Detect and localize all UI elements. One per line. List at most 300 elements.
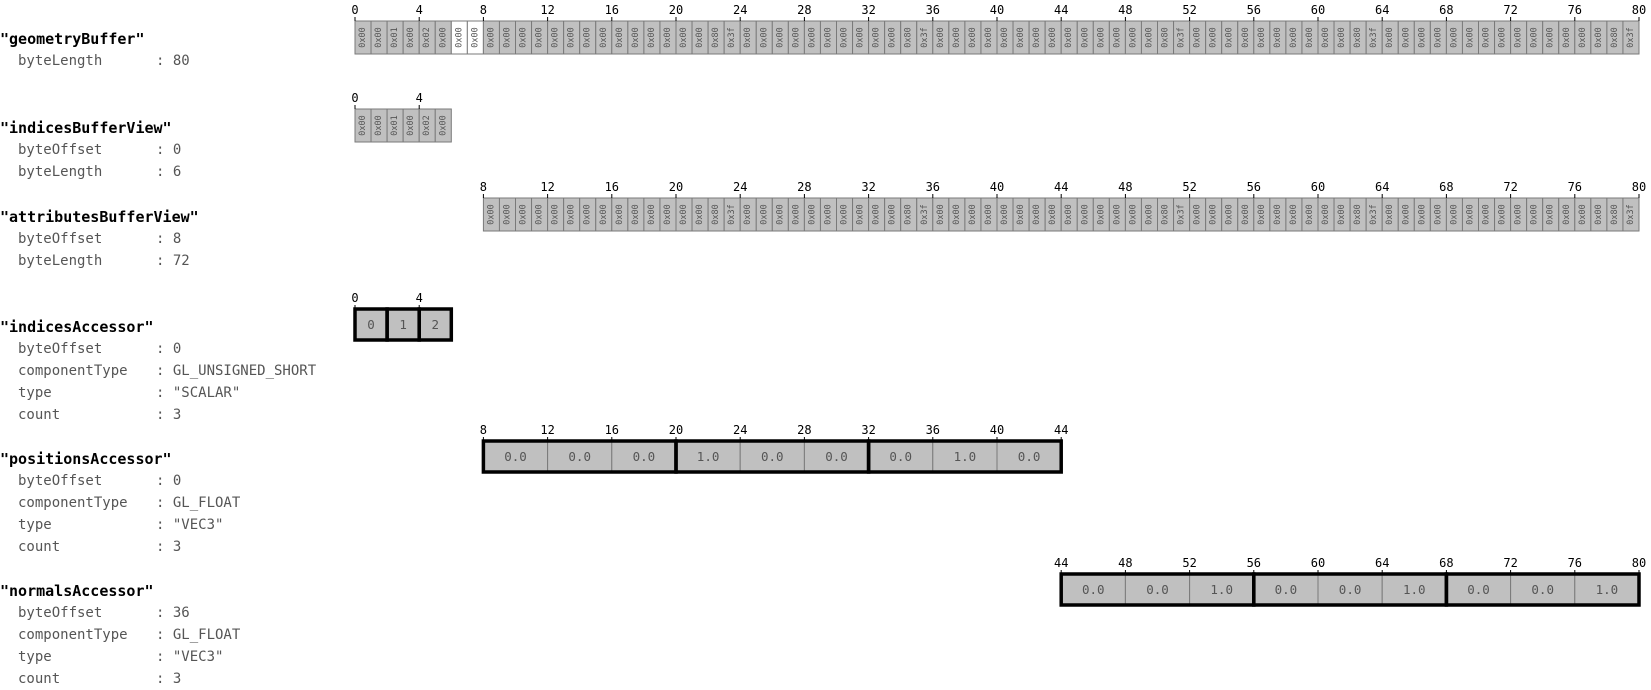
byte-value: 0x00 [374,27,385,48]
byte-value: 0x00 [871,204,882,225]
property-separator: : [156,539,173,555]
byte-value: 0x00 [1401,204,1412,225]
property-separator: : [156,164,173,180]
byte-value: 0x00 [1192,27,1203,48]
byte-value: 0x00 [807,27,818,48]
element-value: 0.0 [504,449,527,464]
tick-label: 76 [1567,556,1583,570]
property-separator: : [156,649,173,665]
property-separator: : [156,341,173,357]
element-value: 1 [399,317,407,332]
tick-label: 28 [797,423,812,437]
property-separator: : [156,517,173,533]
tick-label: 44 [1053,423,1069,437]
diagram-row-2 [480,180,1646,231]
block-name: "positionsAccessor" [0,450,172,468]
byte-value: 0x80 [1609,27,1620,48]
tick-label: 44 [1053,180,1069,194]
tick-label: 4 [415,3,423,17]
tick-label: 60 [1310,556,1326,570]
byte-value: 0x00 [614,204,625,225]
property-value: GL_UNSIGNED_SHORT [172,363,317,379]
block-name: "indicesBufferView" [0,119,172,137]
element-value: 0.0 [1531,582,1554,597]
tick-label: 48 [1118,180,1133,194]
tick-label: 64 [1374,180,1390,194]
tick-label: 16 [604,423,620,437]
byte-value: 0x00 [951,204,962,225]
property-separator: : [156,473,173,489]
byte-value: 0x00 [1401,27,1412,48]
byte-value: 0x00 [1321,27,1332,48]
property-key: type [18,385,52,401]
property-key: componentType [18,627,128,643]
property-key: count [18,539,61,555]
tick-label: 52 [1182,556,1197,570]
byte-value: 0x00 [518,204,529,225]
byte-value: 0x00 [1577,27,1588,48]
diagram-row-4 [480,423,1069,472]
diagram-row-1 [351,91,451,142]
tick-label: 8 [479,423,488,437]
byte-value: 0x00 [1577,204,1588,225]
diagram-row-3 [351,291,451,340]
tick-label: 56 [1246,180,1262,194]
byte-value: 0x00 [1064,27,1075,48]
property-separator: : [156,407,173,423]
byte-value: 0x00 [1112,204,1123,225]
byte-value: 0x00 [1433,27,1444,48]
byte-value: 0x00 [358,27,369,48]
byte-value: 0x00 [630,27,641,48]
property-separator: : [156,385,173,401]
property-value: "VEC3" [172,517,224,533]
byte-value: 0x00 [582,204,593,225]
byte-value: 0x00 [454,27,465,48]
tick-label: 72 [1503,556,1518,570]
tick-label: 60 [1310,3,1326,17]
byte-value: 0x00 [438,27,449,48]
byte-value: 0x00 [1385,204,1396,225]
byte-value: 0x00 [871,27,882,48]
byte-value: 0x00 [1593,204,1604,225]
property-value: GL_FLOAT [172,627,241,643]
byte-value: 0x00 [1481,27,1492,48]
byte-value: 0x00 [759,27,770,48]
byte-value: 0x01 [390,115,401,136]
property-separator: : [156,142,173,158]
property-key: count [18,671,61,687]
byte-value: 0x00 [695,204,706,225]
byte-value: 0x00 [855,27,866,48]
byte-value: 0x00 [534,27,545,48]
element-value: 0.0 [1082,582,1105,597]
tick-label: 20 [668,3,684,17]
tick-label: 52 [1182,3,1197,17]
byte-value: 0x00 [1192,204,1203,225]
byte-value: 0x00 [1224,204,1235,225]
byte-value: 0x00 [1417,27,1428,48]
tick-label: 12 [540,180,555,194]
byte-value: 0x80 [711,204,722,225]
byte-value: 0x00 [1000,27,1011,48]
tick-label: 48 [1118,556,1133,570]
byte-value: 0x00 [1497,204,1508,225]
element-value: 1.0 [1210,582,1233,597]
property-key: componentType [18,363,128,379]
tick-label: 80 [1631,3,1647,17]
property-key: byteOffset [18,142,103,158]
byte-value: 0x00 [1256,204,1267,225]
tick-label: 44 [1053,3,1069,17]
property-value: 3 [172,407,182,423]
byte-value: 0x00 [1208,204,1219,225]
byte-value: 0x00 [406,115,417,136]
block-name: "indicesAccessor" [0,318,154,336]
element-value: 0 [367,317,375,332]
element-value: 0.0 [568,449,591,464]
byte-value: 0x00 [1465,27,1476,48]
byte-value: 0x00 [855,204,866,225]
byte-value: 0x00 [1016,204,1027,225]
byte-value: 0x80 [903,27,914,48]
byte-value: 0x00 [743,204,754,225]
byte-value: 0x00 [679,27,690,48]
tick-label: 72 [1503,3,1518,17]
byte-value: 0x3f [1369,204,1380,225]
tick-label: 12 [540,423,555,437]
tick-label: 40 [989,423,1005,437]
tick-label: 32 [861,3,876,17]
byte-value: 0x00 [470,27,481,48]
element-value: 0.0 [1338,582,1362,597]
tick-label: 68 [1439,556,1454,570]
tick-label: 24 [732,423,748,437]
byte-value: 0x00 [630,204,641,225]
byte-value: 0x00 [743,27,754,48]
byte-value: 0x00 [1497,27,1508,48]
element-value: 1.0 [953,449,977,464]
tick-label: 36 [925,180,941,194]
element-value: 0.0 [1017,449,1041,464]
element-value: 0.0 [825,449,848,464]
tick-label: 56 [1246,556,1262,570]
tick-label: 76 [1567,3,1583,17]
property-key: byteOffset [18,473,103,489]
byte-value: 0x00 [486,27,497,48]
tick-label: 44 [1053,556,1069,570]
property-separator: : [156,231,173,247]
byte-value: 0x00 [759,204,770,225]
tick-label: 76 [1567,180,1583,194]
tick-label: 24 [732,180,748,194]
element-value: 0.0 [1467,582,1490,597]
byte-value: 0x00 [1561,204,1572,225]
byte-value: 0x00 [967,27,978,48]
byte-value: 0x00 [1000,204,1011,225]
byte-value: 0x00 [1256,27,1267,48]
byte-value: 0x00 [695,27,706,48]
block-name: "attributesBufferView" [0,208,199,226]
byte-value: 0x00 [839,27,850,48]
byte-value: 0x00 [1337,204,1348,225]
byte-value: 0x00 [582,27,593,48]
property-separator: : [156,363,173,379]
byte-value: 0x00 [1561,27,1572,48]
byte-value: 0x00 [1096,204,1107,225]
tick-label: 40 [989,3,1005,17]
byte-value: 0x00 [887,27,898,48]
property-key: componentType [18,495,128,511]
diagram-row-0 [351,3,1646,54]
byte-value: 0x00 [438,115,449,136]
byte-value: 0x00 [1240,204,1251,225]
tick-label: 64 [1374,556,1390,570]
byte-value: 0x00 [839,204,850,225]
byte-value: 0x00 [1144,204,1155,225]
byte-value: 0x00 [1465,204,1476,225]
tick-label: 16 [604,180,620,194]
byte-value: 0x80 [1609,204,1620,225]
byte-value: 0x00 [1016,27,1027,48]
byte-value: 0x00 [1128,204,1139,225]
tick-label: 24 [732,3,748,17]
byte-value: 0x01 [390,27,401,48]
byte-value: 0x00 [598,27,609,48]
byte-value: 0x00 [951,27,962,48]
property-value: 0 [172,473,182,489]
element-value: 0.0 [632,449,656,464]
byte-value: 0x00 [775,204,786,225]
tick-label: 80 [1631,556,1647,570]
byte-value: 0x02 [422,115,433,136]
byte-value: 0x00 [1128,27,1139,48]
byte-value: 0x00 [1449,27,1460,48]
tick-label: 0 [351,291,359,305]
byte-value: 0x80 [1160,204,1171,225]
byte-value: 0x3f [1625,204,1636,225]
byte-value: 0x00 [1288,204,1299,225]
byte-value: 0x00 [406,27,417,48]
property-value: GL_FLOAT [172,495,241,511]
property-value: 3 [172,671,182,687]
property-separator: : [156,253,173,269]
byte-value: 0x00 [1272,27,1283,48]
tick-label: 56 [1246,3,1262,17]
property-separator: : [156,627,173,643]
property-key: type [18,517,52,533]
byte-value: 0x00 [1112,27,1123,48]
byte-value: 0x00 [1048,27,1059,48]
byte-value: 0x00 [566,27,577,48]
tick-label: 64 [1374,3,1390,17]
byte-value: 0x00 [807,204,818,225]
byte-value: 0x00 [518,27,529,48]
byte-value: 0x00 [679,204,690,225]
element-value: 2 [431,317,440,332]
byte-value: 0x00 [550,204,561,225]
property-value: "VEC3" [172,649,224,665]
tick-label: 36 [925,423,941,437]
byte-value: 0x00 [1433,204,1444,225]
byte-value: 0x00 [791,204,802,225]
byte-value: 0x00 [566,204,577,225]
byte-value: 0x3f [1176,204,1187,225]
property-key: byteLength [18,253,103,269]
byte-value: 0x02 [422,27,433,48]
tick-label: 0 [351,3,359,17]
tick-label: 4 [415,291,423,305]
property-key: type [18,649,52,665]
property-key: byteOffset [18,605,103,621]
byte-value: 0x00 [1545,204,1556,225]
byte-value: 0x80 [1353,27,1364,48]
tick-label: 4 [415,91,423,105]
byte-value: 0x00 [598,204,609,225]
byte-value: 0x00 [1513,204,1524,225]
byte-value: 0x00 [791,27,802,48]
property-separator: : [156,671,173,687]
property-separator: : [156,605,173,621]
byte-value: 0x00 [502,27,513,48]
property-value: 8 [172,231,182,247]
byte-value: 0x00 [1529,204,1540,225]
byte-value: 0x00 [1593,27,1604,48]
byte-value: 0x00 [1417,204,1428,225]
byte-value: 0x00 [935,204,946,225]
block-name: "normalsAccessor" [0,582,154,600]
byte-value: 0x80 [711,27,722,48]
byte-value: 0x80 [903,204,914,225]
byte-value: 0x00 [374,115,385,136]
byte-value: 0x00 [1032,27,1043,48]
byte-value: 0x00 [1385,27,1396,48]
property-value: 0 [172,142,182,158]
byte-value: 0x00 [983,27,994,48]
element-value: 0.0 [1146,582,1169,597]
property-value: 72 [172,253,190,269]
byte-value: 0x3f [727,204,738,225]
property-value: 6 [172,164,182,180]
byte-value: 0x3f [1369,27,1380,48]
property-value: 36 [172,605,190,621]
tick-label: 68 [1439,180,1454,194]
tick-label: 40 [989,180,1005,194]
byte-value: 0x3f [1625,27,1636,48]
byte-value: 0x00 [502,204,513,225]
byte-value: 0x00 [1032,204,1043,225]
byte-value: 0x00 [775,27,786,48]
byte-value: 0x3f [727,27,738,48]
tick-label: 68 [1439,3,1454,17]
byte-value: 0x00 [1048,204,1059,225]
byte-value: 0x00 [1208,27,1219,48]
byte-value: 0x00 [1080,27,1091,48]
tick-label: 28 [797,3,812,17]
byte-value: 0x00 [662,204,673,225]
byte-value: 0x3f [919,27,930,48]
byte-value: 0x00 [614,27,625,48]
tick-label: 8 [479,180,488,194]
property-key: count [18,407,61,423]
property-value: 3 [172,539,182,555]
byte-value: 0x00 [1449,204,1460,225]
byte-value: 0x00 [1337,27,1348,48]
byte-value: 0x00 [1272,204,1283,225]
byte-value: 0x00 [823,27,834,48]
tick-label: 48 [1118,3,1133,17]
tick-label: 28 [797,180,812,194]
byte-value: 0x00 [646,204,657,225]
byte-value: 0x80 [1160,27,1171,48]
tick-label: 16 [604,3,620,17]
property-key: byteLength [18,53,103,69]
element-value: 1.0 [1403,582,1426,597]
byte-value: 0x00 [1080,204,1091,225]
byte-value: 0x00 [935,27,946,48]
byte-value: 0x00 [1304,27,1315,48]
property-separator: : [156,495,173,511]
byte-value: 0x00 [1529,27,1540,48]
byte-value: 0x00 [1545,27,1556,48]
byte-value: 0x00 [1304,204,1315,225]
tick-label: 12 [540,3,555,17]
tick-label: 52 [1182,180,1197,194]
tick-label: 80 [1631,180,1647,194]
byte-value: 0x00 [1481,204,1492,225]
property-key: byteLength [18,164,103,180]
byte-value: 0x00 [1144,27,1155,48]
byte-value: 0x00 [1288,27,1299,48]
byte-value: 0x00 [1096,27,1107,48]
byte-value: 0x00 [646,27,657,48]
tick-label: 32 [861,180,876,194]
byte-value: 0x80 [1353,204,1364,225]
diagram-row-5 [1054,556,1646,605]
tick-label: 32 [861,423,876,437]
property-value: 80 [172,53,190,69]
property-value: 0 [172,341,182,357]
byte-value: 0x00 [887,204,898,225]
property-value: "SCALAR" [172,385,241,401]
tick-label: 36 [925,3,941,17]
byte-value: 0x00 [983,204,994,225]
byte-value: 0x00 [358,115,369,136]
property-separator: : [156,53,173,69]
tick-label: 60 [1310,180,1326,194]
byte-value: 0x00 [662,27,673,48]
byte-value: 0x3f [1176,27,1187,48]
byte-value: 0x00 [967,204,978,225]
property-key: byteOffset [18,231,103,247]
element-value: 1.0 [696,449,720,464]
byte-value: 0x00 [1224,27,1235,48]
element-value: 1.0 [1595,582,1619,597]
byte-value: 0x00 [1321,204,1332,225]
byte-value: 0x3f [919,204,930,225]
tick-label: 20 [668,423,684,437]
byte-value: 0x00 [1513,27,1524,48]
tick-label: 8 [479,3,488,17]
byte-value: 0x00 [1240,27,1251,48]
byte-value: 0x00 [550,27,561,48]
property-key: byteOffset [18,341,103,357]
tick-label: 0 [351,91,359,105]
byte-value: 0x00 [823,204,834,225]
byte-value: 0x00 [486,204,497,225]
tick-label: 72 [1503,180,1518,194]
byte-value: 0x00 [534,204,545,225]
